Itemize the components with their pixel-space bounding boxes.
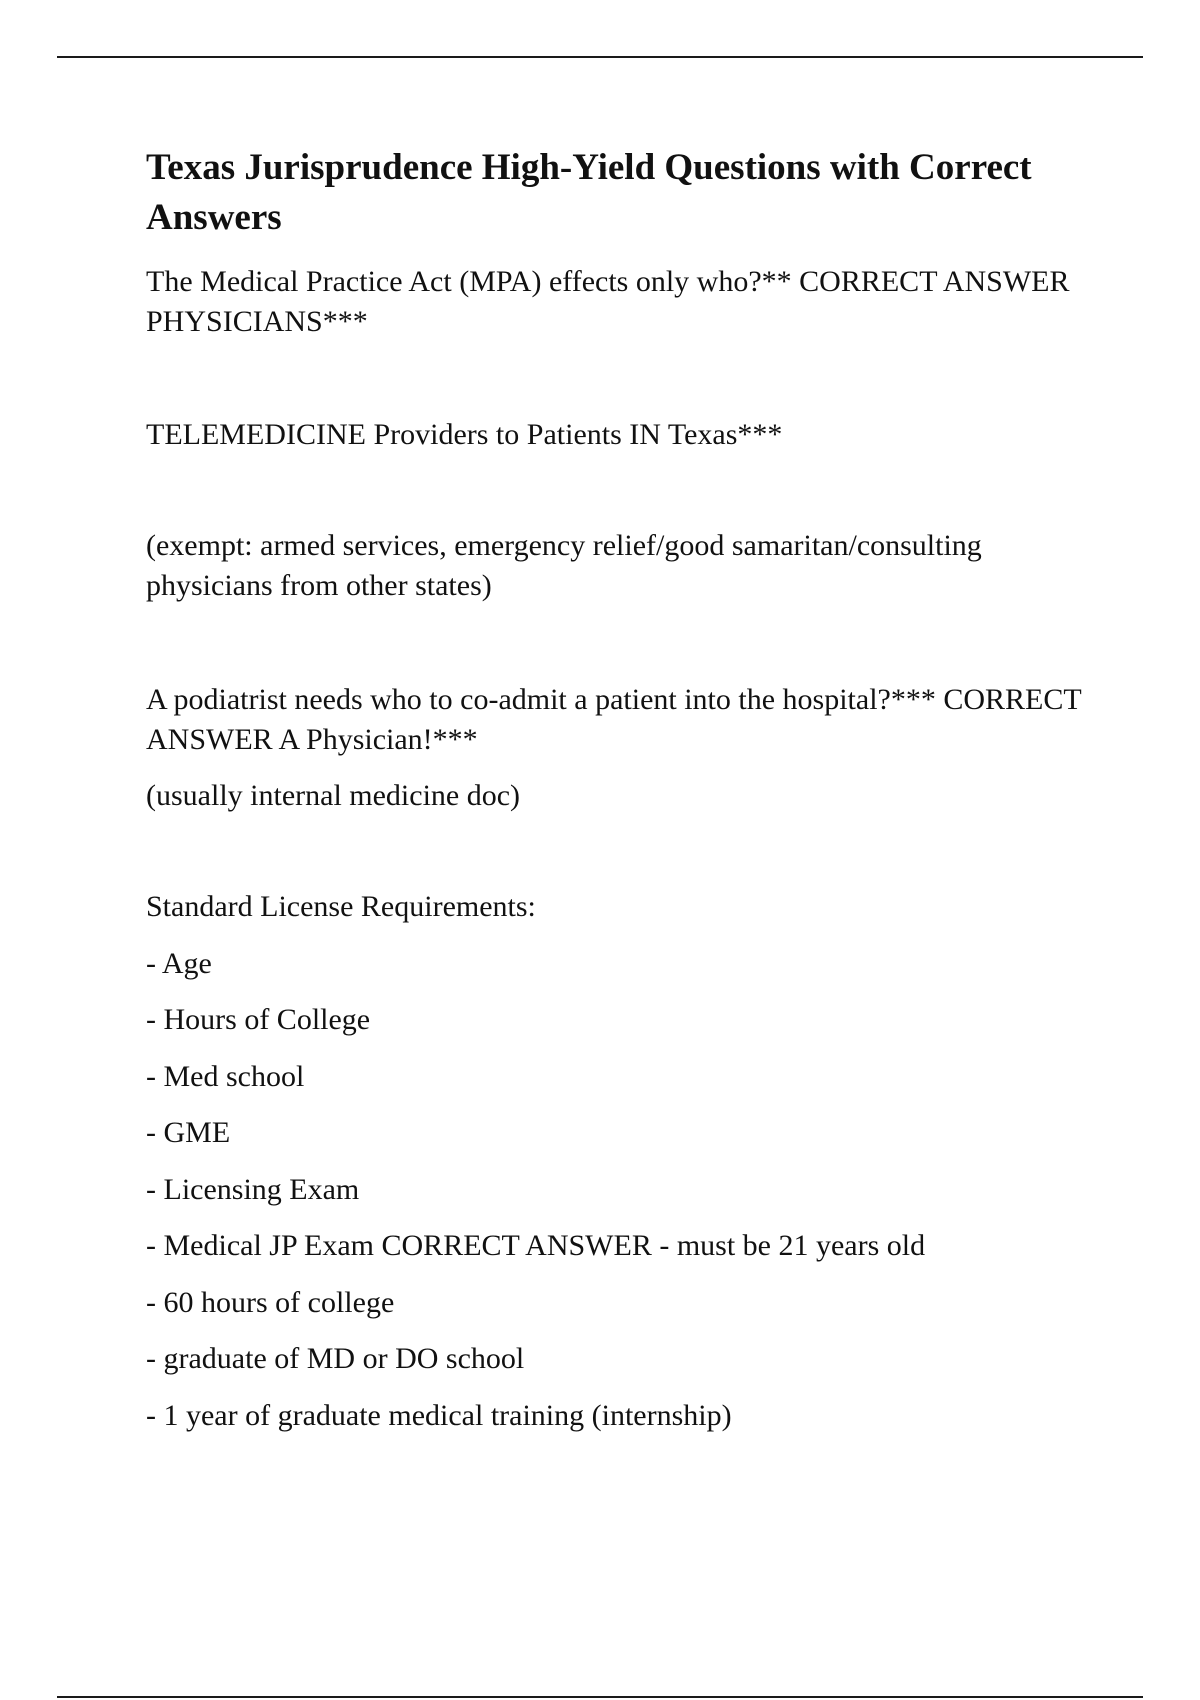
list-item: - Med school	[146, 1060, 305, 1093]
list-item: - Hours of College	[146, 1003, 371, 1036]
list-item: - GME	[146, 1116, 231, 1149]
question-podiatrist: A podiatrist needs who to co-admit a patient into the hospital?*** CORRECT ANSWER A Physician!***	[146, 683, 1082, 756]
list-item: - graduate of MD or DO school	[146, 1342, 525, 1375]
document-title: Texas Jurisprudence High-Yield Questions with Correct Answers	[146, 147, 1032, 238]
question-mpa: The Medical Practice Act (MPA) effects only who?** CORRECT ANSWER PHYSICIANS***	[146, 265, 1070, 338]
list-item: - Medical JP Exam CORRECT ANSWER - must be 21 years old	[146, 1229, 926, 1262]
list-item: - 1 year of graduate medical training (internship)	[146, 1399, 732, 1432]
answer-telemedicine: TELEMEDICINE Providers to Patients IN Texas***	[146, 418, 783, 451]
header-rule	[57, 56, 1143, 58]
list-item: - 60 hours of college	[146, 1286, 395, 1319]
answer-note: (usually internal medicine doc)	[146, 779, 521, 812]
list-item: - Age	[146, 947, 212, 980]
list-item: - Licensing Exam	[146, 1173, 360, 1206]
answer-exemptions: (exempt: armed services, emergency relief/good samaritan/consulting physicians from other states)	[146, 529, 982, 602]
footer-rule	[57, 1696, 1143, 1698]
question-license-requirements: Standard License Requirements:	[146, 890, 536, 923]
